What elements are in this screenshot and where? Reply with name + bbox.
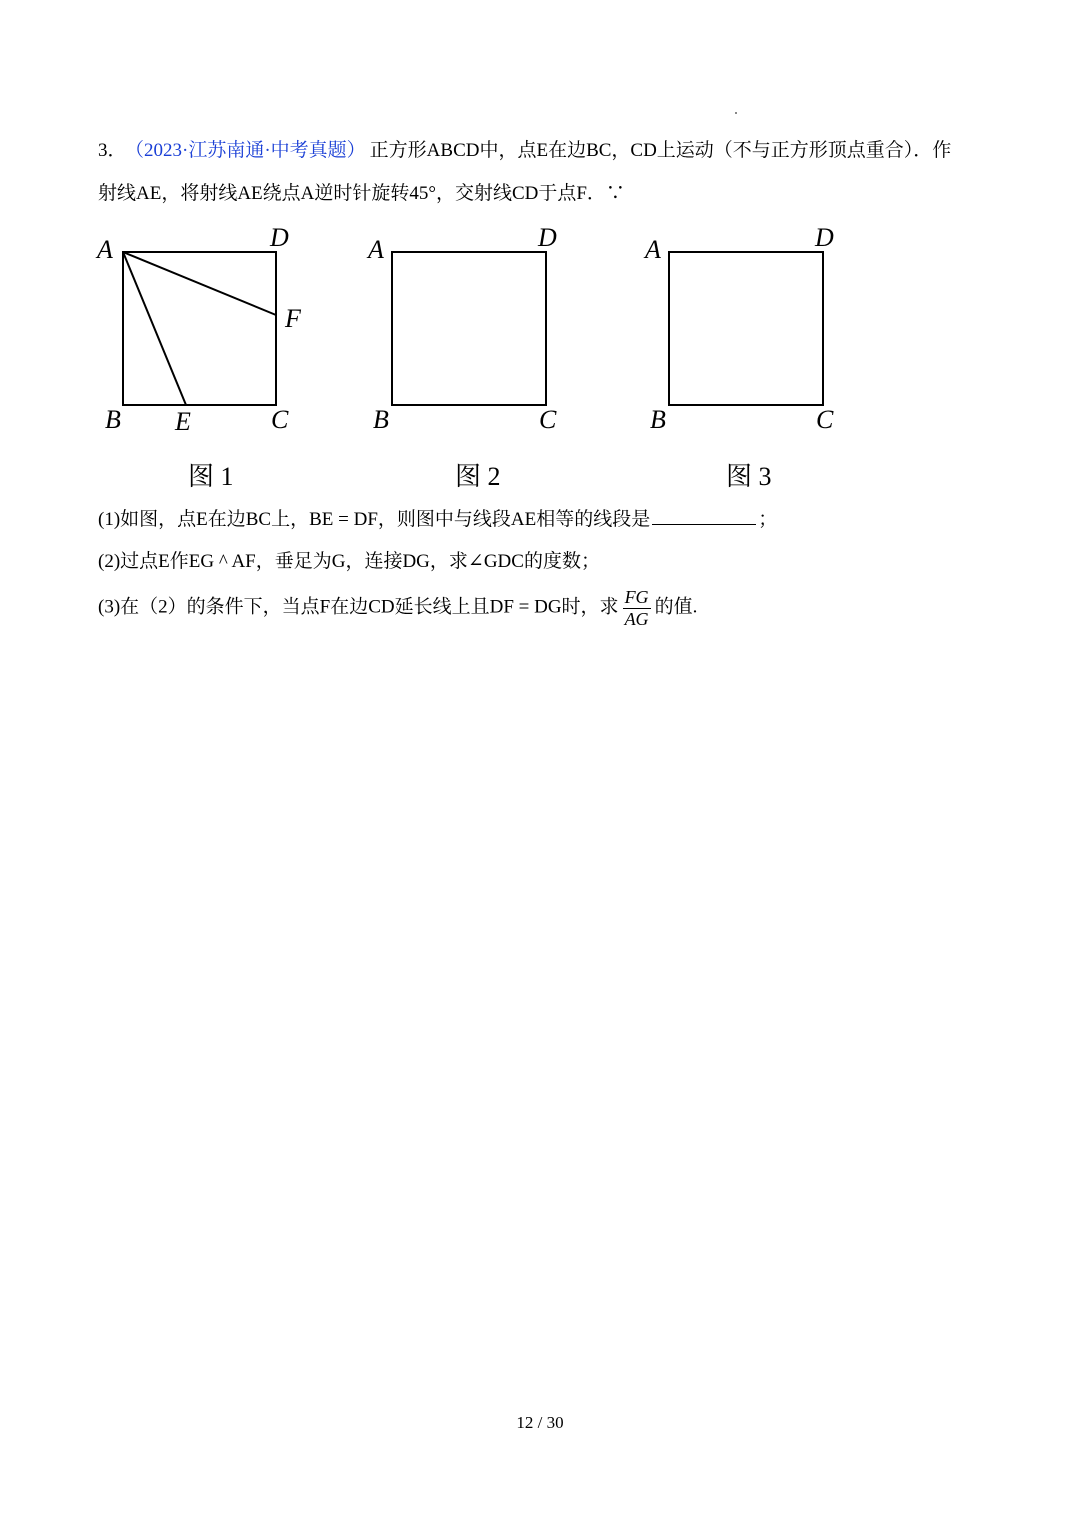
label-e: E — [175, 407, 191, 436]
page-number: 12 / 30 — [516, 1413, 564, 1432]
label-b: B — [373, 405, 389, 434]
label-a: A — [97, 235, 113, 264]
figure-1 — [95, 222, 315, 442]
question-line-2 — [98, 183, 625, 206]
label-b: B — [105, 405, 121, 434]
question-text-2: 射线AE，将射线AE绕点A逆时针旋转45°，交射线CD于点F．∵ — [98, 183, 625, 204]
fraction-numerator: FG — [624, 587, 649, 607]
question-text-1: 正方形ABCD中，点E在边BC，CD上运动（不与正方形顶点重合）．作 — [369, 140, 952, 161]
part-2 — [98, 551, 600, 574]
square-abcd — [392, 252, 546, 405]
part-3-text: (3)在（2）的条件下，当点F在边CD延长线上且DF = DG时，求 — [98, 596, 619, 618]
question-number: 3． — [98, 140, 127, 161]
label-b: B — [650, 405, 666, 434]
figure-3-caption: 图 3 — [726, 462, 772, 491]
label-d: D — [270, 223, 289, 252]
part-2-text: (2)过点E作EG ^ AF，垂足为G，连接DG，求∠GDC的度数； — [98, 551, 600, 572]
figure-2-caption: 图 2 — [455, 462, 501, 491]
fraction-denominator: AG — [624, 608, 649, 629]
answer-blank[interactable] — [652, 508, 756, 525]
part-1-end: ； — [758, 509, 778, 530]
label-c: C — [271, 405, 289, 434]
figure-2-diagram — [364, 222, 584, 437]
label-c: C — [816, 405, 834, 434]
figure-1-diagram — [95, 222, 315, 437]
figure-2 — [364, 222, 584, 442]
question-line-1 — [98, 140, 951, 163]
part-1-text: (1)如图，点E在边BC上，BE = DF，则图中与线段AE相等的线段是 — [98, 509, 651, 530]
label-c: C — [539, 405, 557, 434]
label-a: A — [645, 235, 661, 264]
speck — [735, 112, 737, 114]
label-a: A — [368, 235, 384, 264]
part-1 — [98, 508, 777, 532]
square-abcd — [123, 252, 276, 405]
source-link[interactable]: （2023·江苏南通·中考真题） — [134, 140, 366, 161]
part-3-end: 的值. — [654, 596, 698, 618]
square-abcd — [669, 252, 823, 405]
figure-3-diagram — [641, 222, 861, 437]
figure-1-caption: 图 1 — [188, 462, 234, 491]
label-d: D — [815, 223, 834, 252]
fraction-fg-ag — [623, 587, 651, 629]
figure-3 — [641, 222, 861, 442]
label-d: D — [538, 223, 557, 252]
label-f: F — [285, 304, 301, 333]
part-3 — [98, 587, 697, 629]
